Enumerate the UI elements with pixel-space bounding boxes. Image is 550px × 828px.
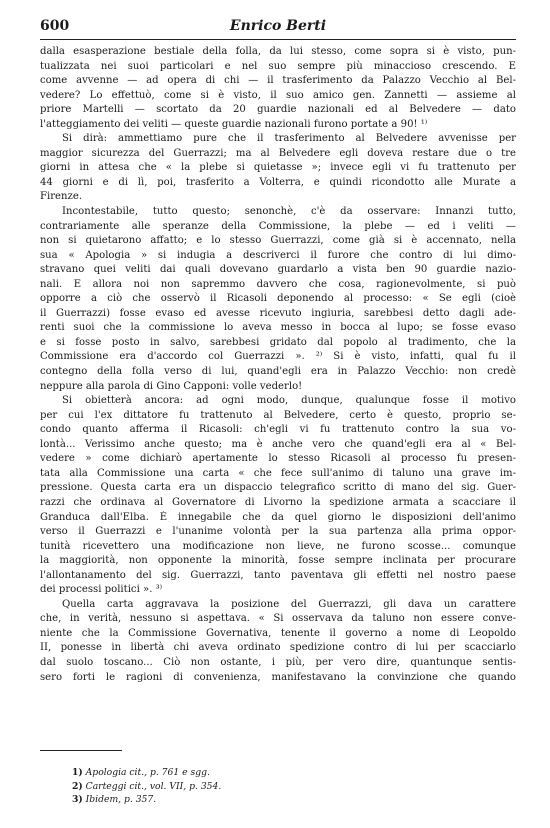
text-line: non si quietarono affatto; e lo stesso Guerrazzi, come già si è accennato, nella	[40, 235, 516, 247]
text-line: Incontestabile, tutto questo; senonchè, c'è da osservare: Innanzi tutto,	[62, 206, 516, 218]
body-text	[40, 45, 516, 685]
text-line: pressione. Questa carta era un dispaccio telegrafico scritto di mano del sig. Guer-	[40, 482, 516, 494]
footnote-marker: 2)	[72, 780, 83, 792]
text-line: 44 giorni e di lì, poi, trasferito a Volterra, e quindi ricondotto alle Murate a	[40, 176, 516, 188]
text-line: Firenze.	[40, 191, 83, 203]
running-title: Enrico Berti	[229, 18, 327, 34]
footnote	[40, 780, 516, 794]
footnotes	[40, 766, 516, 807]
text-line: neppure alla parola di Gino Capponi: volle vederlo!	[40, 380, 303, 392]
text-line: come avvenne — ad opera di chi — il trasferimento da Palazzo Vecchio al Bel-	[40, 75, 516, 87]
footnote-text: Apologia cit., p. 761 e sgg.	[85, 767, 210, 778]
text-line: priore Martelli — scortato da 20 guardie nazionali ed al Belvedere — dato	[40, 104, 516, 116]
text-line: maggior sicurezza del Guerrazzi; ma al Belvedere egli doveva restare due o tre	[40, 147, 516, 159]
text-line: per cui l'ex dittatore fu trattenuto al Belvedere, certo è questo, proprio se-	[40, 409, 516, 421]
text-line: stravano quei veliti dai quali dovevano guardarlo a vista ben 90 guardie nazio-	[40, 264, 516, 276]
text-line: lontà... Verissimo anche questo; ma è anche vero che quand'egli era al « Bel-	[40, 438, 516, 450]
page-number: 600	[40, 18, 70, 34]
text-line: dei processi politici ». ³⁾	[40, 584, 163, 596]
text-line: l'atteggiamento dei veliti — queste guardie nazionali furono portate a 90! ¹⁾	[40, 118, 428, 130]
footnote	[40, 766, 516, 780]
header-rule	[40, 39, 516, 40]
text-line: opporre a ciò che osservò il Ricasoli deponendo al processo: « Se egli (cioè	[40, 293, 516, 305]
text-line: Si obietterà ancora: ad ogni modo, dunque, qualunque fosse il motivo	[62, 395, 516, 407]
running-header	[40, 18, 516, 38]
text-line: la maggiorità, non opponente la minorità, fosse sempre inclinata per procurare	[40, 555, 516, 567]
text-line: razzi che ordinava al Governatore di Livorno la spedizione armata a scacciare il	[40, 496, 516, 508]
text-line: contegno della folla verso di lui, quand'egli era in Palazzo Vecchio: non credè	[40, 366, 516, 378]
footnote-text: Carteggi cit., vol. VII, p. 354.	[85, 780, 222, 792]
text-line: Granduca dall'Elba. È innegabile che da quel giorno le disposizioni dell'animo	[40, 511, 516, 523]
text-line: che, in verità, nessuno si aspettava. « Si osservava da taluno non essere conve-	[40, 613, 516, 625]
text-line: II, ponesse in libertà chi aveva ordinato spedizione contro di lui per scacciarlo	[40, 642, 516, 654]
text-line: tualizzata nei suoi particolari e nel suo sempre più minaccioso crescendo. E	[40, 60, 516, 72]
text-line: dalla esasperazione bestiale della folla, da lui stesso, come sopra si è visto, pun-	[40, 46, 516, 57]
footnote-marker: 1)	[72, 767, 83, 778]
text-line: condo quanto afferma il Ricasoli: ch'egli vi fu trattenuto contro la sua vo-	[40, 424, 516, 436]
text-line: vedere » come dichiarò apertamente lo stesso Ricasoli al processo fu presen-	[40, 453, 516, 465]
footnote-marker: 3)	[72, 794, 83, 805]
text-line: nali. E allora noi non sapremmo davvero che cosa, ragionevolmente, si può	[40, 278, 516, 290]
text-line: Commissione era d'accordo col Guerrazzi ». ²⁾ Si è visto, infatti, qual fu il	[40, 351, 516, 363]
footnote-rule	[40, 750, 122, 751]
text-line: vedere? Lo effettuò, come si è visto, il suo amico gen. Zannetti — assieme al	[40, 89, 516, 101]
text-line: tunità ricevettero una modificazione non lieve, ne furono scosse... comunque	[40, 540, 516, 552]
text-line: Si dirà: ammettiamo pure che il trasferimento al Belvedere avvenisse per	[62, 133, 516, 145]
text-line: e si fosse posto in salvo, sarebbesi gridato dal popolo al tradimento, che la	[40, 336, 516, 348]
text-line: renti suoi che la commissione lo aveva messo in bocca al lupo; se fosse evaso	[40, 322, 516, 334]
text-line: niente che la Commissione Governativa, tenente il governo a nome di Leopoldo	[40, 627, 516, 639]
text-line: tata alla Commissione una carta « che fece sull'animo di taluno una grave im-	[40, 467, 516, 479]
footnote-text: Ibidem, p. 357.	[85, 794, 157, 805]
text-line: giorni in attesa che « la plebe si quietasse »; invece egli vi fu trattenuto per	[40, 162, 516, 174]
text-line: sero forti le ragioni di convenienza, manifestavano la convinzione che quando	[40, 671, 516, 683]
footnote	[40, 793, 516, 807]
text-line: sua « Apologia » si indugia a descriverci il furore che contro di lui dimo-	[40, 249, 516, 261]
text-line: il Guerrazzi) fosse evaso ed avesse ricevuto ingiuria, sarebbesi detto dagli ade-	[40, 307, 516, 319]
text-line: Quella carta aggravava la posizione del Guerrazzi, gli dava un carattere	[62, 598, 516, 610]
text-line: contrariamente alle speranze della Commissione, la plebe — ed i veliti —	[40, 220, 516, 232]
text-line: l'allontanamento del sig. Guerrazzi, tanto paventava gli effetti nel nostro paese	[40, 569, 516, 581]
text-line: verso il Guerrazzi e l'unanime volontà per la sua partenza alla prima oppor-	[40, 526, 516, 538]
text-line: dal suolo toscano... Ciò non ostante, i più, per vero dire, quantunque sentis-	[40, 656, 516, 668]
